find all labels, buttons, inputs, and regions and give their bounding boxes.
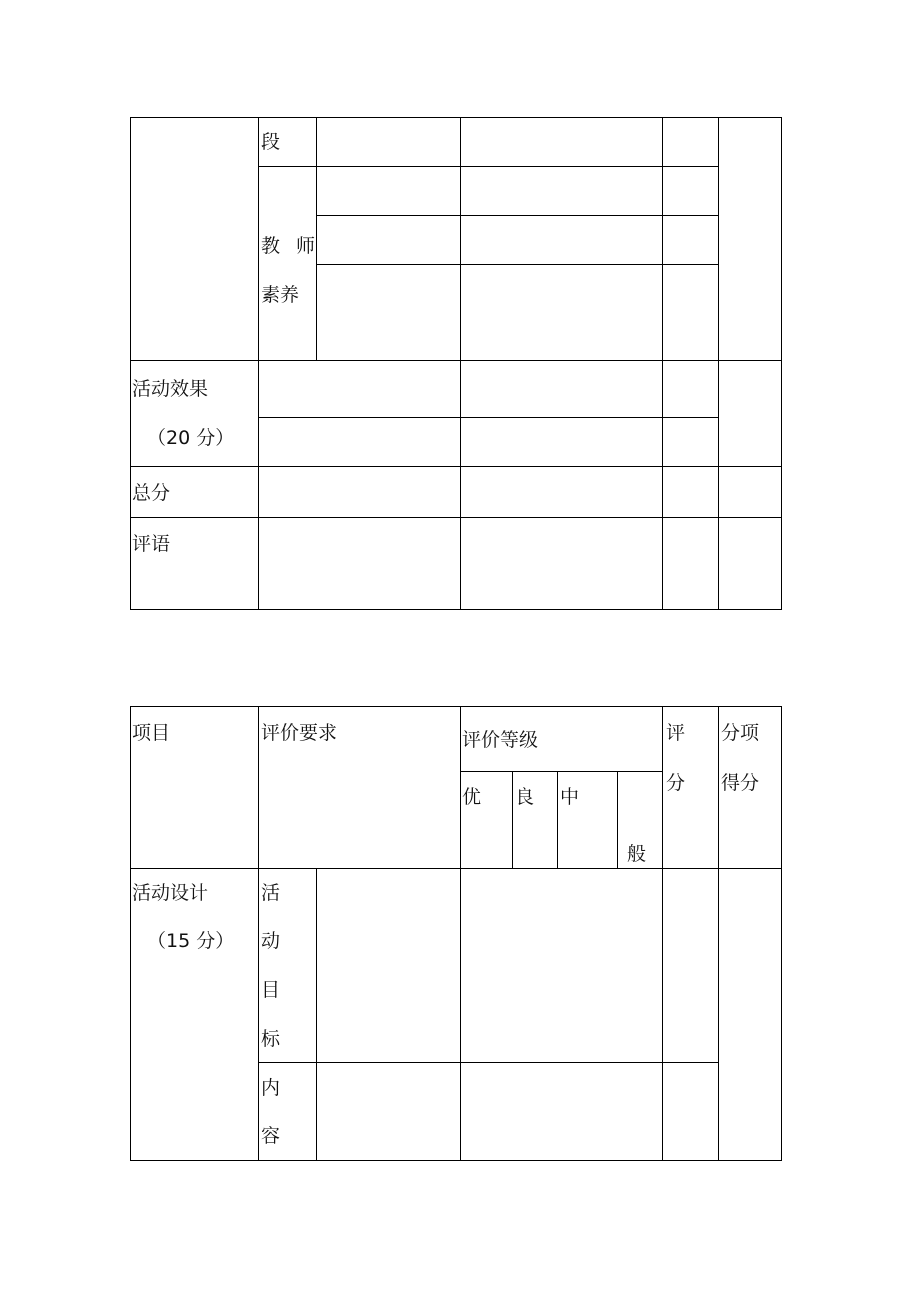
table-line (130, 360, 782, 361)
cell-teacher-3: 素养 (261, 284, 300, 306)
table-line (130, 466, 782, 467)
row-design-label: 活动设计 (132, 882, 209, 904)
table-line (662, 706, 663, 1161)
table-line (781, 117, 782, 610)
table-line (130, 117, 782, 118)
row-content-2: 容 (261, 1125, 281, 1147)
table-line (258, 1062, 718, 1063)
header-sub-score-2: 得分 (721, 772, 760, 794)
row-goal-4: 标 (261, 1028, 281, 1050)
table-line (258, 706, 259, 1161)
cell-teacher-2: 师 (296, 235, 316, 257)
cell-effect-label: 活动效果 (132, 378, 209, 400)
table-line (662, 117, 663, 610)
table-line (130, 706, 782, 707)
table-line (130, 609, 782, 610)
table-line (130, 517, 782, 518)
header-score-2: 分 (666, 772, 686, 794)
header-grade-zhong: 中 (560, 786, 580, 808)
table-line (316, 117, 317, 361)
header-grade-liang: 良 (515, 786, 535, 808)
row-content-1: 内 (261, 1077, 281, 1099)
cell-effect-score: （20 分） (147, 427, 235, 449)
table-line (617, 771, 618, 869)
header-requirement: 评价要求 (261, 722, 338, 744)
table-line (781, 706, 782, 1161)
table-line (460, 771, 662, 772)
header-score-1: 评 (666, 722, 686, 744)
table-line (718, 706, 719, 1161)
row-goal-2: 动 (261, 930, 281, 952)
table-line (316, 215, 718, 216)
table-line (512, 771, 513, 869)
cell-teacher-1: 教 (261, 235, 281, 257)
header-sub-score-1: 分项 (721, 722, 760, 744)
table-line (258, 166, 718, 167)
header-grade-you: 优 (462, 786, 482, 808)
cell-total: 总分 (132, 482, 171, 504)
cell-comment: 评语 (132, 533, 171, 555)
table-line (258, 417, 718, 418)
row-design-score: （15 分） (147, 930, 235, 952)
table-line (130, 117, 131, 610)
header-grade-level: 评价等级 (462, 729, 539, 751)
header-item: 项目 (132, 722, 171, 744)
row-goal-1: 活 (261, 882, 281, 904)
table-line (258, 117, 259, 610)
table-line (460, 117, 461, 610)
table-line (130, 706, 131, 1161)
header-grade-yiban: 般 (627, 843, 647, 865)
row-goal-3: 目 (261, 979, 281, 1001)
table-line (557, 771, 558, 869)
table-line (460, 706, 461, 1161)
cell-duan: 段 (261, 131, 281, 153)
table-line (316, 264, 718, 265)
table-line (316, 868, 317, 1161)
table-line (130, 1160, 782, 1161)
table-line (718, 117, 719, 610)
table-line (130, 868, 782, 869)
